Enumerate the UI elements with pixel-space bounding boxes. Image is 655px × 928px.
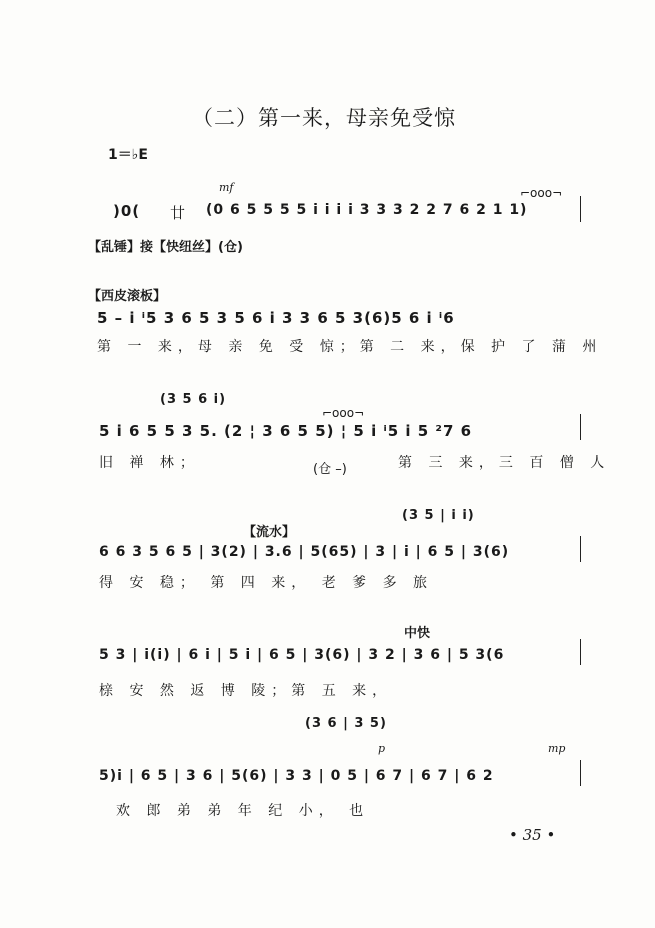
row2-lyrics-right: 第 三 来，三 百 僧 人 [398, 455, 611, 471]
intro-notes: (0 6 5 5 5 5 i i i i 3 3 3 2 2 7 6 2 1 1) [206, 202, 528, 218]
row4-tempo-mark: 中快 [404, 626, 431, 641]
row2-end-barline [580, 414, 581, 440]
row5-end-barline [580, 760, 581, 786]
row1-notes: 5 – i ⁱ5 3 6 5 3 5 6 i 3 3 6 5 3(6)5 6 i ⁱ6 [97, 309, 455, 327]
row3-tempo-mark: 【流水】 [243, 525, 296, 540]
row1-lyrics: 第 一 来，母 亲 免 受 惊；第 二 来，保 护 了 蒲 州 [97, 339, 603, 355]
row4-notes: 5 3 | i(i) | 6 i | 5 i | 6 5 | 3(6) | 3 2 | 3 6 | 5 3(6 [99, 647, 505, 663]
row2-triplet-mark: ⌐ooo¬ [322, 406, 365, 420]
row5-grace: (3 6 | 3 5) [305, 716, 387, 731]
section-label: 【西皮滚板】 [88, 289, 167, 304]
row3-lyrics: 得 安 稳； 第 四 来， 老 爹 多 旅 [99, 575, 434, 591]
page-title: （二）第一来，母亲免受惊 [192, 106, 456, 130]
intro-prefix: )0( [113, 202, 141, 220]
row2-lyrics-left: 旧 禅 林； [99, 455, 200, 471]
row2-gong: (仓 –) [313, 462, 347, 477]
intro-dynamic: mf [219, 181, 234, 194]
row5-notes: 5)i | 6 5 | 3 6 | 5(6) | 3 3 | 0 5 | 6 7 | 6 7 | 6 2 [99, 768, 494, 784]
row3-end-barline [580, 536, 581, 562]
row5-dynamic-mp: mp [548, 742, 566, 755]
row4-lyrics: 榇 安 然 返 博 陵；第 五 来， [99, 683, 393, 699]
row2-notes: 5 i 6 5 5 3 5. (2 ¦ 3 6 5 5) ¦ 5 i ⁱ5 i 5 ²7 6 [99, 422, 473, 440]
intro-label: 【乱锤】接【快纽丝】(仓) [88, 240, 243, 255]
row4-end-barline [580, 639, 581, 665]
intro-triplet-mark: ⌐ooo¬ [520, 186, 563, 200]
intro-free-tempo: 廿 [170, 204, 186, 222]
intro-end-barline [580, 196, 581, 222]
row3-grace: (3 5 | i i) [402, 508, 475, 523]
row5-lyrics: 欢 郎 弟 弟 年 纪 小， 也 [116, 803, 370, 819]
row2-grace: (3 5 6 i) [160, 392, 227, 407]
row5-dynamic-p: p [378, 742, 386, 755]
key-signature: 1＝♭E [108, 147, 148, 163]
row3-notes: 6 6 3 5 6 5 | 3(2) | 3.6 | 5(65) | 3 | i | 6 5 | 3(6) [99, 544, 510, 560]
page-number: • 35 • [509, 826, 556, 844]
